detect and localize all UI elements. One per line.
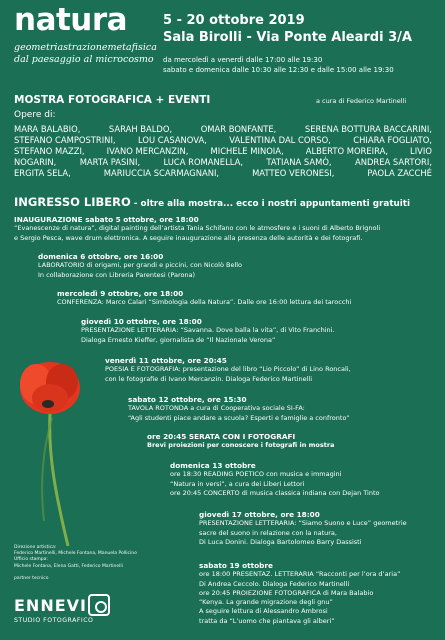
event-13-ottobre xyxy=(170,461,380,498)
event-line: “Evanescenze di natura”, digital painting dell’artista Tania Schifano con le atmosfere e i suoni di Alberto Brignoli xyxy=(14,224,381,233)
event-line: Di Luca Donini. Dialoga Bartolomeo Barry Dassisti xyxy=(199,537,362,546)
event-9-ottobre xyxy=(57,289,351,308)
event-line: POESIA E FOTOGRAFIA: presentazione del libro “Lio Piccolo” di Lino Roncali, xyxy=(105,365,351,374)
event-line: ore 20:45 CONCERTO di musica classica indiana con Dejan Tinto xyxy=(170,488,380,497)
artist-name: MARIUCCIA SCARMAGNANI, xyxy=(103,168,220,178)
event-line: con le fotografie di Ivano Mercanzin. Dialoga Federico Martinelli xyxy=(105,374,313,383)
exhibition-venue: Sala Birolli - Via Ponte Aleardi 3/A xyxy=(163,30,412,45)
event-line: “Natura in versi”, a cura dei Liberi Lettori xyxy=(170,479,305,488)
date-venue-block xyxy=(163,12,412,46)
event-6-ottobre xyxy=(38,252,242,280)
ingresso-rest: - oltre alla mostra... ecco i nostri appuntamenti gratuiti xyxy=(130,199,411,209)
artist-name: SERENA BOTTURA BACCARINI, xyxy=(304,124,432,134)
partner-label: partner tecnico xyxy=(14,575,49,581)
event-line: tratta da “L’uomo che piantava gli alberi” xyxy=(199,616,335,625)
artist-name: ALBERTO MOREIRA, xyxy=(305,146,388,156)
artist-name: LOU CASANOVA, xyxy=(138,135,207,145)
hours-weekend: sabato e domenica dalle 10:30 alle 12:30 e dalle 15:00 alle 19:30 xyxy=(163,66,394,74)
ingresso-main: INGRESSO LIBERO xyxy=(14,195,131,209)
event-heading: venerdì 11 ottobre, ore 20:45 xyxy=(105,356,227,365)
artist-name: STEFANO CAMPOSTRINI, xyxy=(14,135,116,145)
event-11-ottobre xyxy=(105,356,351,384)
event-line: TAVOLA ROTONDA a cura di Cooperativa sociale SI-FA: xyxy=(128,404,305,413)
event-heading: domenica 6 ottobre, ore 16:00 xyxy=(38,252,164,261)
camera-icon xyxy=(88,594,110,616)
event-line: “Agli studenti piace andare a scuola? Esperti e famiglie a confronto” xyxy=(128,413,350,422)
event-line: ore 18:00 PRESENTAZ. LETTERARIA “Racconti per l’ora d’aria” xyxy=(199,570,401,579)
sponsor-logo-text: ENNEVI xyxy=(14,596,87,615)
event-line: CONFERENZA: Marco Calari “Simbologia della Natura”. Dalle ore 16:00 lettura dei tarocchi xyxy=(57,298,352,307)
event-line: In collaborazione con Libreria Parentesi (Parona) xyxy=(38,270,196,279)
artist-name: VALENTINA DAL CORSO, xyxy=(229,135,331,145)
artist-name: CHIARA FOGLIATO, xyxy=(353,135,432,145)
credits-block xyxy=(14,545,137,582)
credits-line: Federico Martinelli, Michele Fontana, Manuela Pollicino xyxy=(14,551,137,557)
event-line: ore 20:45 PROIEZIONE FOTOGRAFICA di Mara Balabio xyxy=(199,588,374,597)
event-heading: mercoledì 9 ottobre, ore 18:00 xyxy=(57,289,184,298)
artist-name: MARTA PASINI, xyxy=(79,157,141,167)
credits-line: Michele Fontana, Elena Gatti, Federico Martinelli xyxy=(14,563,123,569)
artist-row xyxy=(14,168,432,178)
artist-name: STEFANO MAZZI, xyxy=(14,146,85,156)
poppy-flower-image xyxy=(12,356,102,546)
event-heading: domenica 13 ottobre xyxy=(170,461,256,470)
event-heading: sabato 12 ottobre, ore 15:30 xyxy=(128,395,247,404)
artist-name: SARAH BALDO, xyxy=(108,124,173,134)
ingresso-heading xyxy=(14,195,410,209)
event-19-ottobre xyxy=(199,561,400,626)
artist-row xyxy=(14,157,432,167)
logo-title: natura xyxy=(14,2,128,38)
event-12-ottobre xyxy=(128,395,350,423)
artist-name: OMAR BONFANTE, xyxy=(200,124,277,134)
logo-subtitle: geometriastrazionemetafisica dal paesaggio al microcosmo xyxy=(14,42,157,65)
event-line: Di Andrea Ceccolo. Dialoga Federico Martinelli xyxy=(199,579,350,588)
artist-name: ANDREA SARTORI, xyxy=(354,157,432,167)
artist-row xyxy=(14,135,432,145)
opere-label: Opere di: xyxy=(14,110,56,120)
event-heading: giovedì 17 ottobre, ore 18:00 xyxy=(199,510,320,519)
hours-weekday: da mercoledì a venerdì dalle 17:00 alle 19:30 xyxy=(163,56,323,64)
event-line: Brevi proiezioni per conoscere i fotografi in mostra xyxy=(147,441,335,450)
artist-row xyxy=(14,146,432,156)
event-inaugurazione xyxy=(14,215,380,243)
artist-name: MARA BALABIO, xyxy=(14,124,81,134)
artist-name: IVANO MERCANZIN, xyxy=(106,146,189,156)
event-line: LABORATORIO di origami, per grandi e piccini, con Nicolò Bello xyxy=(38,261,243,270)
event-line: PRESENTAZIONE LETTERARIA: “Savanna. Dove balla la vita”, di Vito Franchini. xyxy=(81,326,335,335)
artist-row xyxy=(14,124,432,134)
event-line: “Kenya. La grande migrazione degli gnu” xyxy=(199,598,333,607)
credits-line: Direzione artistica: xyxy=(14,545,57,550)
event-17-ottobre xyxy=(199,510,407,547)
artist-name: LIVIO xyxy=(410,146,432,156)
sponsor-subtitle: STUDIO FOTOGRAFICO xyxy=(14,617,94,624)
opening-hours xyxy=(163,55,394,75)
event-line: sacre del suono in relazione con la natura, xyxy=(199,528,337,537)
event-line: A seguire lettura di Alessandro Ambrosi xyxy=(199,607,328,616)
artist-name: PAOLA ZACCHÉ xyxy=(367,168,432,178)
artist-name: LUCA ROMANELLA, xyxy=(163,157,243,167)
artist-name: TATIANA SAMÒ, xyxy=(266,157,332,167)
event-heading: giovedì 10 ottobre, ore 18:00 xyxy=(81,317,202,326)
curator-credit: a cura di Federico Martinelli xyxy=(316,97,407,105)
credits-line: Ufficio stampa: xyxy=(14,557,48,563)
exhibition-dates: 5 - 20 ottobre 2019 xyxy=(163,13,305,28)
artist-name: MICHELE MINOIA, xyxy=(210,146,284,156)
mostra-title: MOSTRA FOTOGRAFICA + EVENTI xyxy=(14,94,211,106)
artist-name: ERGITA SELA, xyxy=(14,168,71,178)
event-line: Dialoga Ernesto Kieffer, giornalista de “Il Nazionale Verona” xyxy=(81,335,276,344)
event-serata-fotografi xyxy=(147,432,334,451)
artist-name: NOGARIN, xyxy=(14,157,57,167)
event-line: ore 18:30 READING POETICO con musica e immagini xyxy=(170,470,342,479)
event-line: PRESENTAZIONE LETTERARIA: “Siamo Suono e Luce” geometrie xyxy=(199,519,407,528)
event-line: e Sergio Pesca, wave drum elettronica. A seguire inaugurazione alla presenza delle autorità e dei fotografi. xyxy=(14,233,363,242)
event-heading: sabato 19 ottobre xyxy=(199,561,273,570)
artist-name: MATTEO VERONESI, xyxy=(252,168,335,178)
event-10-ottobre xyxy=(81,317,335,345)
event-heading: INAUGURAZIONE sabato 5 ottobre, ore 18:00 xyxy=(14,215,199,224)
event-heading: ore 20:45 SERATA CON I FOTOGRAFI xyxy=(147,432,296,441)
